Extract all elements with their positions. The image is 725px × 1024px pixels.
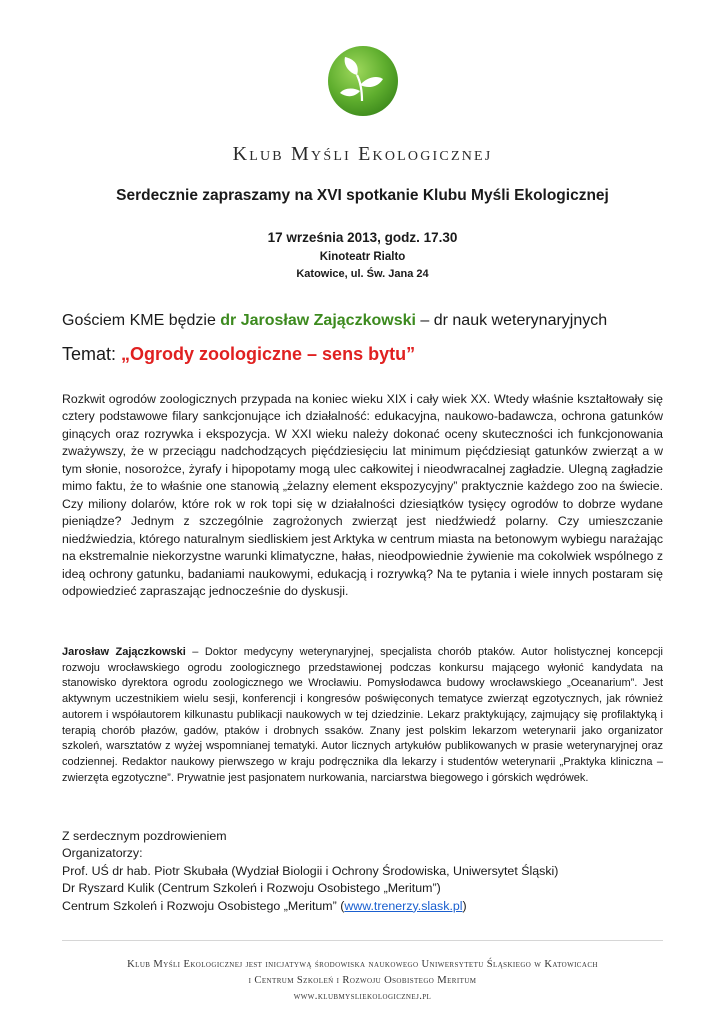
footer (0, 957, 725, 1005)
footer-divider (62, 940, 663, 941)
guest-suffix: – dr nauk weterynaryjnych (415, 312, 608, 329)
speaker-bio (62, 645, 663, 786)
organizer-3 (62, 898, 682, 915)
guest-line (62, 312, 682, 330)
footer-website: www.klubmysliekologicznej.pl (293, 991, 432, 1002)
topic-prefix: Temat: (62, 344, 122, 364)
footer-line-2: i Centrum Szkoleń i Rozwoju Osobistego Meritum (248, 975, 477, 986)
event-date: 17 września 2013, godz. 17.30 (267, 230, 458, 245)
leaf-sprout-icon (327, 45, 399, 117)
organizer-1: Prof. UŚ dr hab. Piotr Skubała (Wydział Biologii i Ochrony Środowiska, Uniwersytet Śląski) (62, 863, 559, 878)
trenerzy-link[interactable]: www.trenerzy.slask.pl (344, 898, 463, 913)
organizer-3-prefix: Centrum Szkoleń i Rozwoju Osobistego „Meritum” ( (62, 898, 345, 913)
signature-block (62, 828, 682, 915)
organizers-label: Organizatorzy: (62, 846, 143, 861)
guest-prefix: Gościem KME będzie (62, 312, 221, 329)
event-venue: Kinoteatr Rialto (319, 251, 406, 263)
bio-text: – Doktor medycyny weterynaryjnej, specjalista chorób ptaków. Autor holistycznej koncepcji rozwoju wrocławskiego ogrodu zoologicznego przedstawionej podczas konkursu mającego wyłonić kandydata na stanowisko dyrektora ogrodu zoologicznego we Wrocławiu. Pomysłodawca budowy wrocławskiego „Oceanarium”. Jest aktywnym uczestnikiem wielu sesji, konferencji i kongresów poświęconych tematyce zwierząt egzotycznych, jak również autorem i współautorem kilkunastu publikacji naukowych w tej dziedzinie. Lekarz praktykujący, zajmujący się profilaktyką i terapią chorób płazów, gadów, ptaków i drobnych ssaków. Znany jest polskim lekarzom weterynarii jako organizator szkoleń, warsztatów z wyżej wspomnianej tematyki. Autor licznych artykułów publikowanych w prasie weterynaryjnej oraz codziennej. Redaktor naukowy pierwszego w kraju podręcznika dla lekarzy i studentów weterynarii „Praktyka kliniczna – zwierzęta egzotyczne”. Prywatnie jest pasjonatem nurkowania, narciarstwa biegowego i górskich wędrówek. (62, 646, 664, 784)
bio-name: Jarosław Zajączkowski (62, 646, 186, 658)
organizer-2: Dr Ryszard Kulik (Centrum Szkoleń i Rozwoju Osobistego „Meritum”) (62, 881, 441, 896)
brand-name: Klub Myśli Ekologicznej (232, 143, 493, 165)
lecture-abstract: Rozkwit ogrodów zoologicznych przypada na koniec wieku XIX i cały wiek XX. Wtedy właśnie kształtowały się cztery podstawowe filary sankcjonujące ich działalność: edukacyjna, naukowo-badawcza, ochrona gatunków ginących oraz rozrywka i ekspozycja. W XXI wieku należy dokonać oceny skuteczności ich funkcjonowania zważywszy, że w przeciągu nadchodzących pięćdziesięciu lat minimum pięćdziesiąt gatunków zwierząt a w tym słonie, nosorożce, żyrafy i hipopotamy mogą ulec całkowitej i nieodwracalnej zagładzie. Ulegną zagładzie mimo faktu, że to właśnie one stanowią „żelazny element ekspozycyjny” praktycznie każdego zoo na świecie. Czy miliony dolarów, które rok w rok topi się w działalności dziesiątków tysięcy ogrodów to dobrze wydane pieniądze? Jednym z szczególnie zagrożonych zwierząt jest niedźwiedź polarny. Czy umieszczanie niedźwiedzia, którego naturalnym siedliskiem jest Arktyka w centrum miasta na betonowym wybiegu narażając na ekstremalnie niekorzystne warunki klimatyczne, hałas, nieodpowiednie żywienie ma cokolwiek wspólnego z ideą ochrony gatunku, badaniami naukowymi, edukacją i rozrywką? Na te pytania i wiele innych postaram się odpowiedzieć zapraszając jednocześnie do dyskusji. (62, 392, 663, 598)
organizer-3-suffix: ) (462, 898, 467, 913)
footer-line-1: Klub Myśli Ekologicznej jest inicjatywą środowiska naukowego Uniwersytetu Śląskiego w Katowicach (127, 959, 598, 970)
topic-title: „Ogrody zoologiczne – sens bytu” (121, 344, 416, 364)
invitation-headline: Serdecznie zapraszamy na XVI spotkanie Klubu Myśli Ekologicznej (116, 187, 609, 204)
topic-line (62, 344, 682, 365)
guest-name: dr Jarosław Zajączkowski (220, 312, 416, 329)
event-address: Katowice, ul. Św. Jana 24 (296, 268, 429, 280)
greeting: Z serdecznym pozdrowieniem (62, 829, 227, 843)
